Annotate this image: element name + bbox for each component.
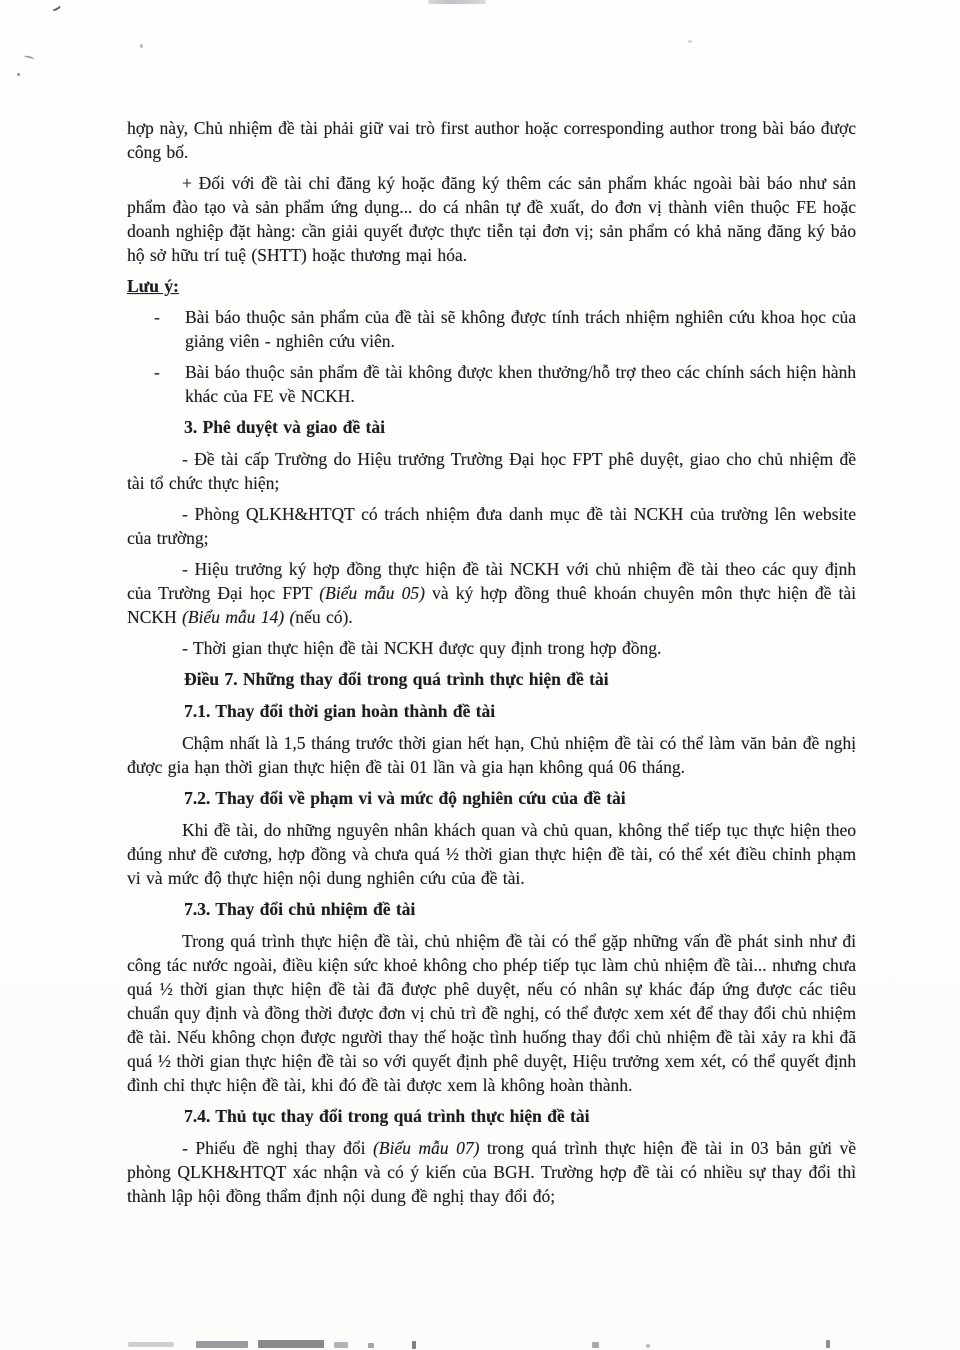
note-item-2 xyxy=(127,360,856,408)
text-segment: - Phòng QLKH&HTQT có trách nhiệm đưa danh mục đề tài NCKH của trường lên website của trường; xyxy=(127,504,856,548)
text-segment: (Biểu mẫu 05) xyxy=(319,583,425,603)
text-segment: - Thời gian thực hiện đề tài NCKH được quy định trong hợp đồng. xyxy=(182,638,662,658)
section-7-2-body xyxy=(127,818,856,890)
text-segment: Lưu ý: xyxy=(127,276,179,296)
article-7-heading xyxy=(127,667,856,691)
list-item-dash-marker: - xyxy=(154,307,160,327)
scan-smudge xyxy=(428,0,486,4)
text-segment: (Biểu mẫu 14) ( xyxy=(181,607,296,627)
paragraph-first-author xyxy=(127,116,856,164)
section-3-heading xyxy=(127,415,856,439)
scan-smudge xyxy=(196,1341,248,1348)
text-segment: Chậm nhất là 1,5 tháng trước thời gian hết hạn, Chủ nhiệm đề tài có thể làm văn bản đề nghị được gia hạn thời gian thực hiện đề tài 01 lần và gia hạn không quá 06 tháng. xyxy=(127,733,856,777)
approval-item-3 xyxy=(127,557,856,629)
scan-smudge xyxy=(258,1340,324,1348)
note-item-1 xyxy=(127,305,856,353)
approval-item-1 xyxy=(127,447,856,495)
scan-smudge xyxy=(24,55,35,61)
section-7-1-heading xyxy=(127,699,856,723)
scan-smudge xyxy=(128,1342,174,1347)
scan-smudge xyxy=(140,44,143,48)
page-text-column xyxy=(127,116,856,1215)
section-7-4-body xyxy=(127,1136,856,1208)
note-label xyxy=(127,274,856,298)
paragraph-plus-registered-products xyxy=(127,171,856,267)
text-segment: Điều 7. Những thay đổi trong quá trình thực hiện đề tài xyxy=(184,669,609,689)
text-segment: + Đối với đề tài chỉ đăng ký hoặc đăng ký thêm các sản phẩm khác ngoài bài báo như sản phẩm đào tạo và sản phẩm ứng dụng... do cá nhân tự đề xuất, do đơn vị thành viên thuộc FE hoặc doanh nghiệp đặt hàng: cần giải quyết được thực tiễn tại đơn vị; sản phẩm có khả năng đăng ký bảo hộ sở hữu trí tuệ (SHTT) hoặc thương mại hóa. xyxy=(127,173,856,265)
text-segment: - Đề tài cấp Trường do Hiệu trưởng Trường Đại học FPT phê duyệt, giao cho chủ nhiệm đề tài tổ chức thực hiện; xyxy=(127,449,856,493)
approval-item-2 xyxy=(127,502,856,550)
scan-smudge xyxy=(52,4,62,12)
text-segment: 7.2. Thay đổi về phạm vi và mức độ nghiên cứu của đề tài xyxy=(184,788,626,808)
section-7-3-heading xyxy=(127,897,856,921)
text-segment: 7.4. Thủ tục thay đổi trong quá trình thực hiện đề tài xyxy=(184,1106,590,1126)
text-segment: và ký hợp đồng thuê khoán chuyên môn thực hiện đề tài NCKH xyxy=(127,583,856,627)
scan-smudge xyxy=(17,73,20,76)
text-segment: 7.1. Thay đổi thời gian hoàn thành đề tài xyxy=(184,701,496,721)
text-segment: Trong quá trình thực hiện đề tài, chủ nhiệm đề tài có thể gặp những vấn đề phát sinh như đi công tác nước ngoài, điều kiện sức khoẻ không cho phép tiếp tục làm chủ nhiệm đề tài... nhưng chưa quá ½ thời gian thực hiện đề tài đã được phê duyệt, nếu có nhân sự khác đáp ứng được các tiêu chuẩn quy định và đồng thời được đơn vị chủ trì đề nghị, có thể được xem xét để thay đổi chủ nhiệm đề tài. Nếu không chọn được người thay thế hoặc tình huống thay đổi chủ nhiệm đề tài xảy ra khi đã quá ½ thời gian thực hiện đề tài so với quyết định phê duyệt, Hiệu trưởng xem xét, có thể quyết định đình chỉ thực hiện đề tài, khi đó đề tài được xem là không hoàn thành. xyxy=(127,931,856,1095)
text-segment: 7.3. Thay đổi chủ nhiệm đề tài xyxy=(184,899,416,919)
text-segment: - Hiệu trưởng ký hợp đồng thực hiện đề tài NCKH với chủ nhiệm đề tài theo các quy định của Trường Đại học FPT xyxy=(127,559,856,603)
text-segment: Bài báo thuộc sản phẩm của đề tài sẽ không được tính trách nhiệm nghiên cứu khoa học của giảng viên - nghiên cứu viên. xyxy=(185,307,856,351)
scan-smudge xyxy=(412,1341,416,1349)
scan-smudge xyxy=(368,1343,374,1348)
scan-smudge xyxy=(688,40,692,43)
text-segment: hợp này, Chủ nhiệm đề tài phải giữ vai trò first author hoặc corresponding author trong bài báo được công bố. xyxy=(127,118,856,162)
section-7-3-body xyxy=(127,929,856,1097)
scan-smudge xyxy=(646,1344,650,1348)
section-7-1-body xyxy=(127,731,856,779)
section-7-4-heading xyxy=(127,1104,856,1128)
text-segment: - Phiếu đề nghị thay đổi xyxy=(182,1138,373,1158)
section-7-2-heading xyxy=(127,786,856,810)
list-item-dash-marker: - xyxy=(154,362,160,382)
text-segment: Bài báo thuộc sản phẩm đề tài không được khen thưởng/hỗ trợ theo các chính sách hiện hành khác của FE về NCKH. xyxy=(185,362,856,406)
approval-item-4 xyxy=(127,636,856,660)
text-segment: (Biểu mẫu 07) xyxy=(372,1138,480,1158)
scan-smudge xyxy=(334,1342,348,1348)
scan-smudge xyxy=(826,1340,830,1348)
text-segment: 3. Phê duyệt và giao đề tài xyxy=(184,417,385,437)
scan-smudge xyxy=(592,1342,599,1348)
text-segment: trong quá trình thực hiện đề tài in 03 bản gửi về phòng QLKH&HTQT xác nhận và có ý kiến của BGH. Trường hợp đề tài có nhiều sự thay đổi thì thành lập hội đồng thẩm định nội dung đề nghị thay đổi đó; xyxy=(127,1138,856,1206)
text-segment: nếu có). xyxy=(295,607,353,627)
text-segment: Khi đề tài, do những nguyên nhân khách quan và chủ quan, không thể tiếp tục thực hiện theo đúng như đề cương, hợp đồng và chưa quá ½ thời gian thực hiện đề tài, có thể xét điều chỉnh phạm vi và mức độ thực hiện nội dung nghiên cứu của đề tài. xyxy=(127,820,856,888)
